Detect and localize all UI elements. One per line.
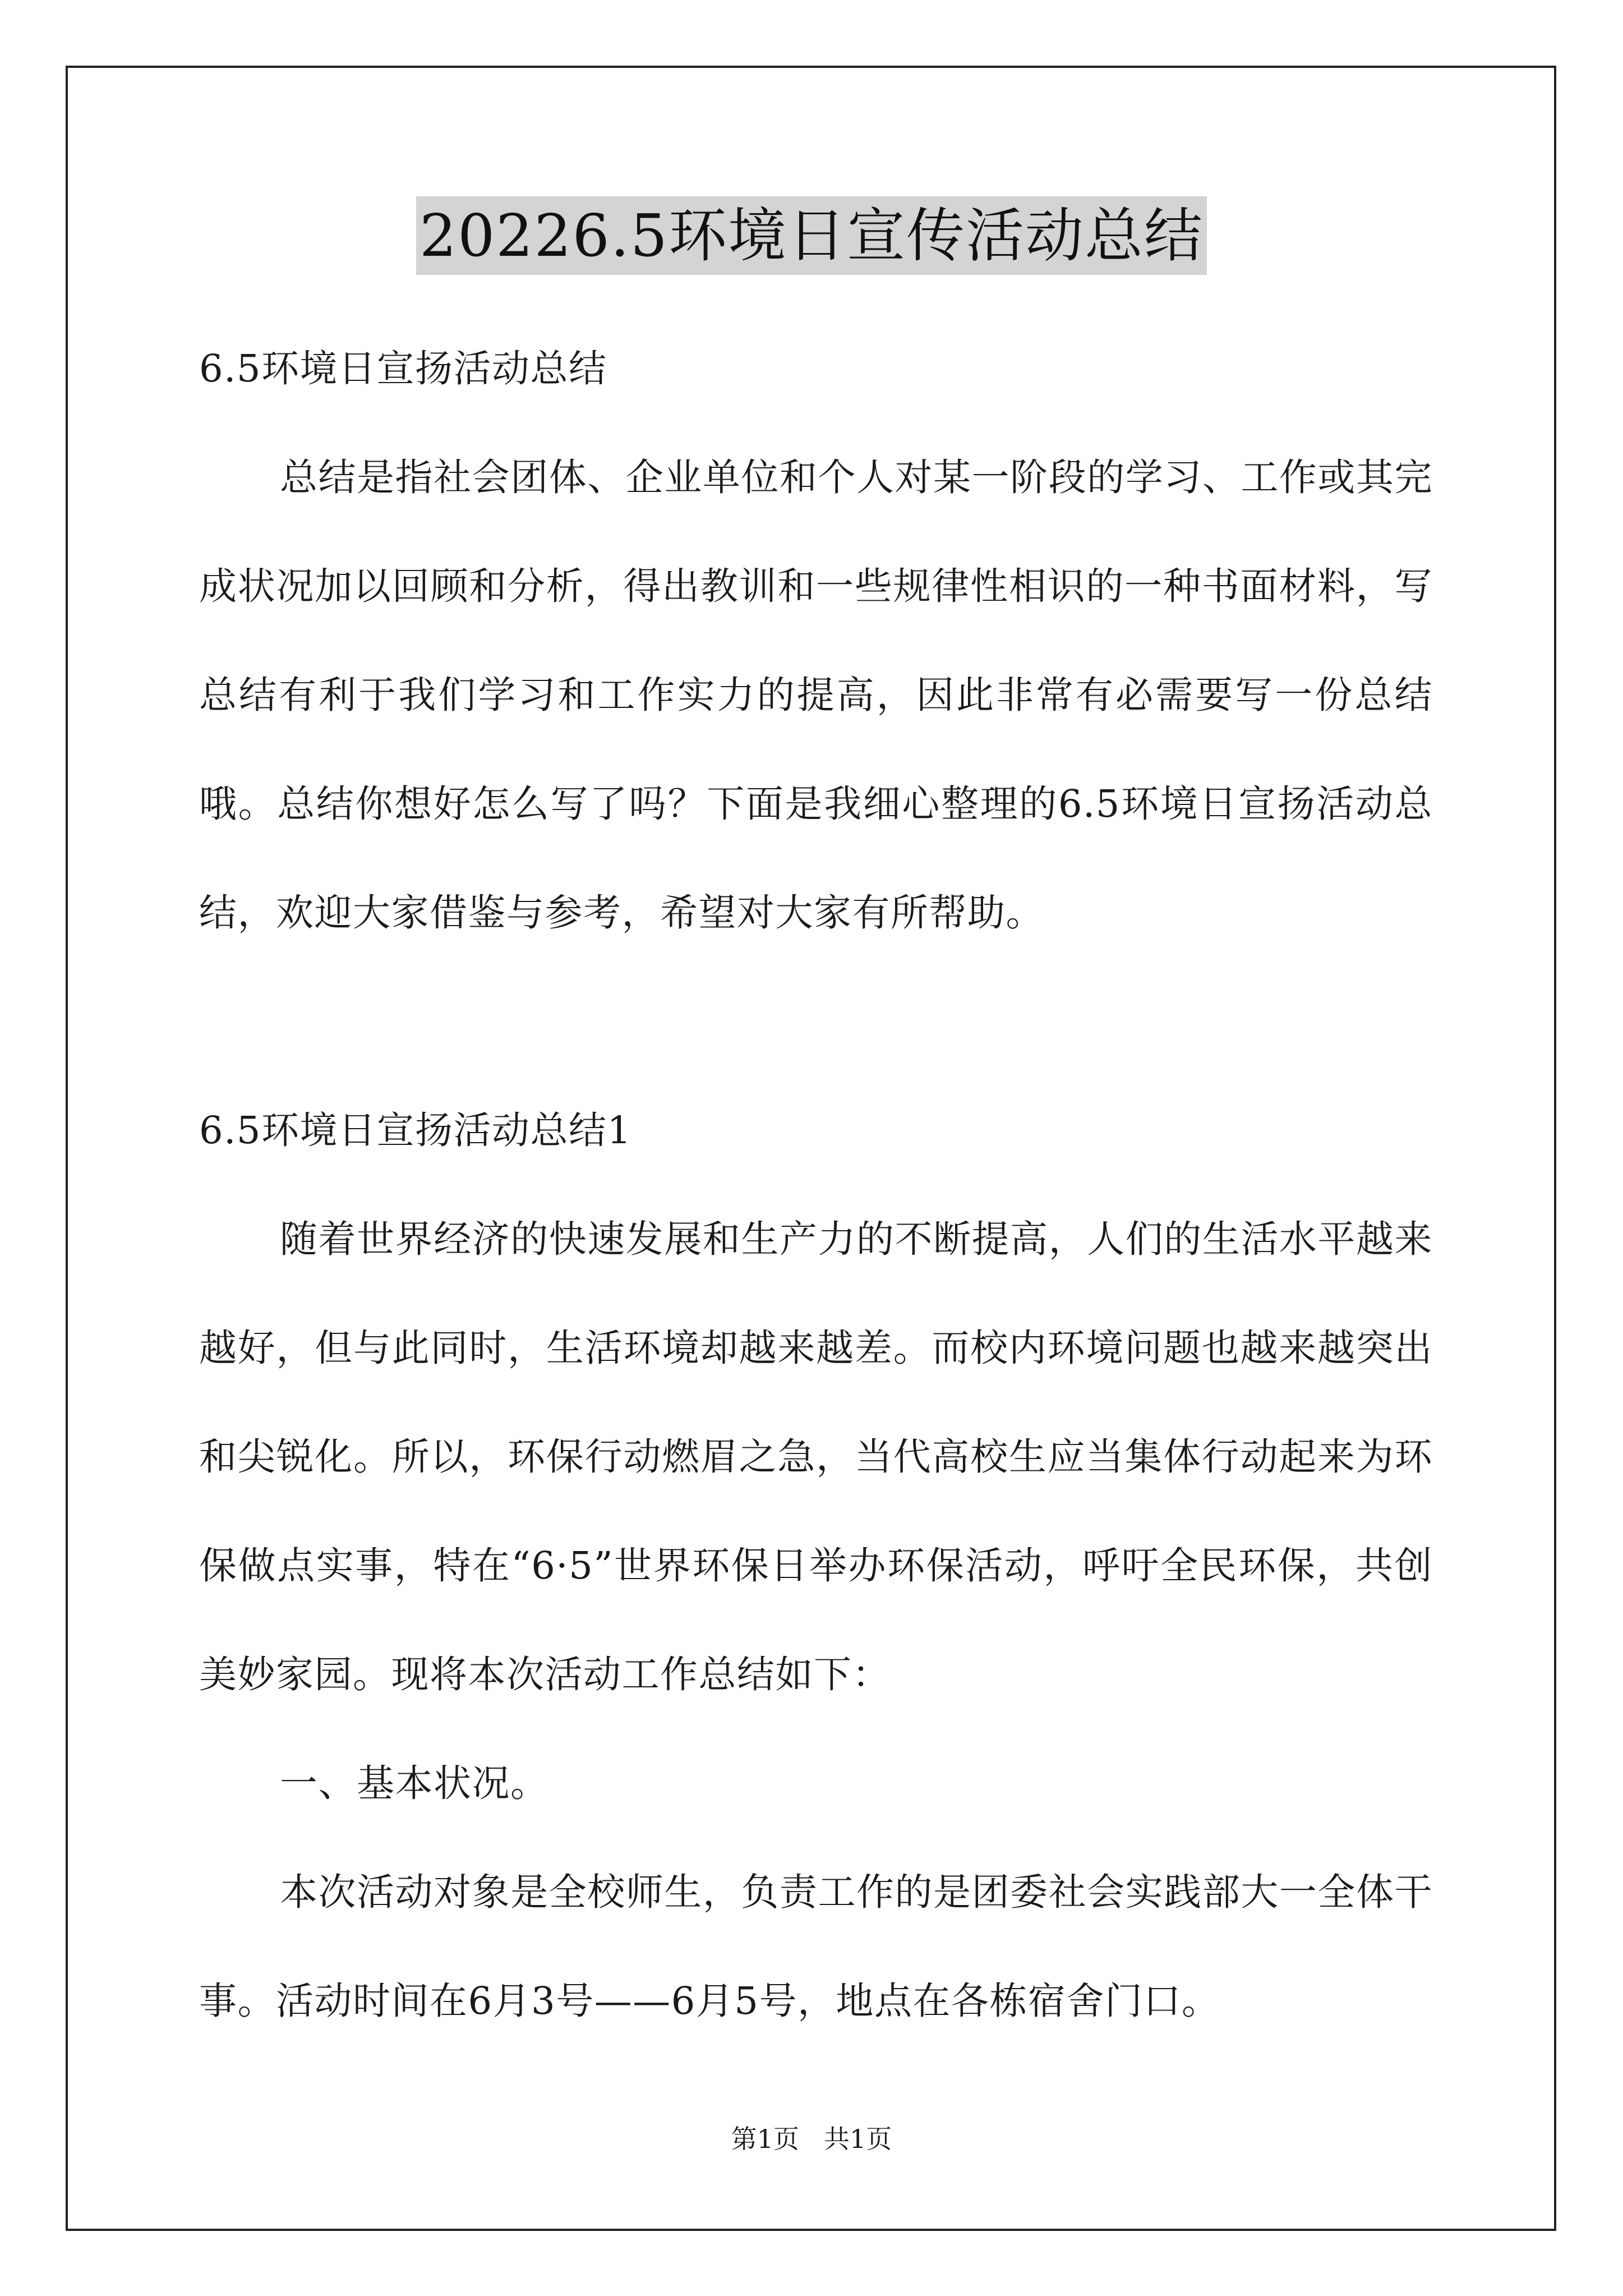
section-heading: 6.5环境日宣扬活动总结1 — [199, 1108, 632, 1152]
body-paragraph: 随着世界经济的快速发展和生产力的不断提高，人们的生活水平越来越好，但与此同时，生活环境却越来越差。而校内环境问题也越来越突出和尖锐化。所以，环保行动燃眉之急，当代高校生应当集体行动起来为环保做点实事，特在“6·5”世界环保日举办环保活动，呼吁全民环保，共创美妙家园。现将本次活动工作总结如下： — [199, 1217, 1433, 1696]
document-subtitle: 6.5环境日宣扬活动总结 — [199, 347, 607, 390]
intro-paragraph: 总结是指社会团体、企业单位和个人对某一阶段的学习、工作或其完成状况加以回顾和分析，得出教训和一些规律性相识的一种书面材料，写总结有利于我们学习和工作实力的提高，因此非常有必需要写一份总结哦。总结你想好怎么写了吗？下面是我细心整理的6.5环境日宣扬活动总结，欢迎大家借鉴与参考，希望对大家有所帮助。 — [199, 455, 1433, 935]
paragraph-gap — [199, 967, 1433, 1076]
page-total: 共1页 — [824, 2124, 892, 2154]
page-footer — [0, 2122, 1623, 2156]
title-container — [0, 196, 1623, 275]
document-body — [199, 314, 1433, 2055]
page-number: 第1页 — [731, 2124, 799, 2154]
document-title: 20226.5环境日宣传活动总结 — [416, 196, 1207, 275]
body-paragraph-heading: 一、基本状况。 — [280, 1761, 549, 1805]
body-paragraph: 本次活动对象是全校师生，负责工作的是团委社会实践部大一全体干事。活动时间在6月3号——6月5号，地点在各栋宿舍门口。 — [199, 1870, 1433, 2023]
